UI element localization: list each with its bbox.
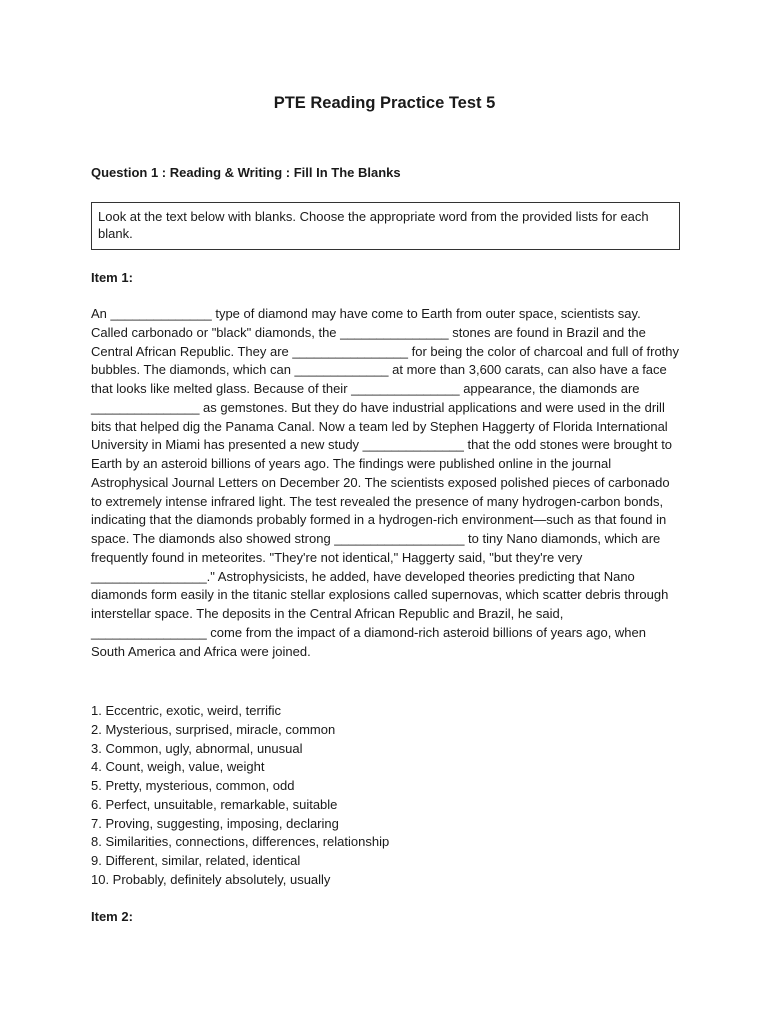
page-title: PTE Reading Practice Test 5 — [273, 94, 496, 112]
question-heading: Question 1 : Reading & Writing : Fill In The Blanks — [91, 165, 401, 180]
option-5: 5. Pretty, mysterious, common, odd — [91, 778, 295, 793]
instructions-box: Look at the text below with blanks. Choose the appropriate word from the provided lists for each blank. — [91, 202, 680, 250]
option-2: 2. Mysterious, surprised, miracle, common — [91, 721, 336, 737]
option-7: 7. Proving, suggesting, imposing, declaring — [91, 815, 339, 831]
option-8: 8. Similarities, connections, differences, relationship — [91, 834, 390, 850]
item-2-heading: Item 2: — [91, 909, 133, 924]
option-4: 4. Count, weigh, value, weight — [91, 759, 265, 775]
item-1-options — [91, 702, 681, 890]
option-1: 1. Eccentric, exotic, weird, terrific — [91, 703, 281, 718]
item-1-heading: Item 1: — [91, 270, 133, 285]
option-9: 9. Different, similar, related, identical — [91, 853, 301, 868]
item-1-passage: An ______________ type of diamond may have come to Earth from outer space, scientists say. Called carbonado or "black" diamonds, the _______________ stones are found in Brazil and the Central African Republic. They are ________________ for being the color of charcoal and full of frothy bubbles. The diamonds, which can _____________ at more than 3,600 carats, can also have a face that looks like melted glass. Because of their _______________ appearance, the diamonds are _______________ as gemstones. But they do have industrial applications and were used in the drill bits that helped dig the Panama Canal. Now a team led by Stephen Haggerty of Florida International University in Miami has presented a new study ______________ that the odd stones were brought to Earth by an asteroid billions of years ago. The findings were published online in the journal Astrophysical Journal Letters on December 20. The scientists exposed polished pieces of carbonado to extremely intense infrared light. The test revealed the presence of many hydrogen-carbon bonds, indicating that the diamonds probably formed in a hydrogen-rich environment—such as that found in space. The diamonds also showed strong __________________ to tiny Nano diamonds, which are frequently found in meteorites. "They're not identical," Haggerty said, "but they're very ________________." Astrophysicists, he added, have developed theories predicting that Nano diamonds form easily in the titanic stellar explosions called supernovas, which scatter debris through interstellar space. The deposits in the Central African Republic and Brazil, he said, ________________ come from the impact of a diamond-rich asteroid billions of years ago, when South America and Africa were joined. — [91, 306, 680, 659]
option-3: 3. Common, ugly, abnormal, unusual — [91, 740, 303, 756]
option-6: 6. Perfect, unsuitable, remarkable, suitable — [91, 796, 338, 812]
option-10: 10. Probably, definitely absolutely, usually — [91, 871, 331, 887]
